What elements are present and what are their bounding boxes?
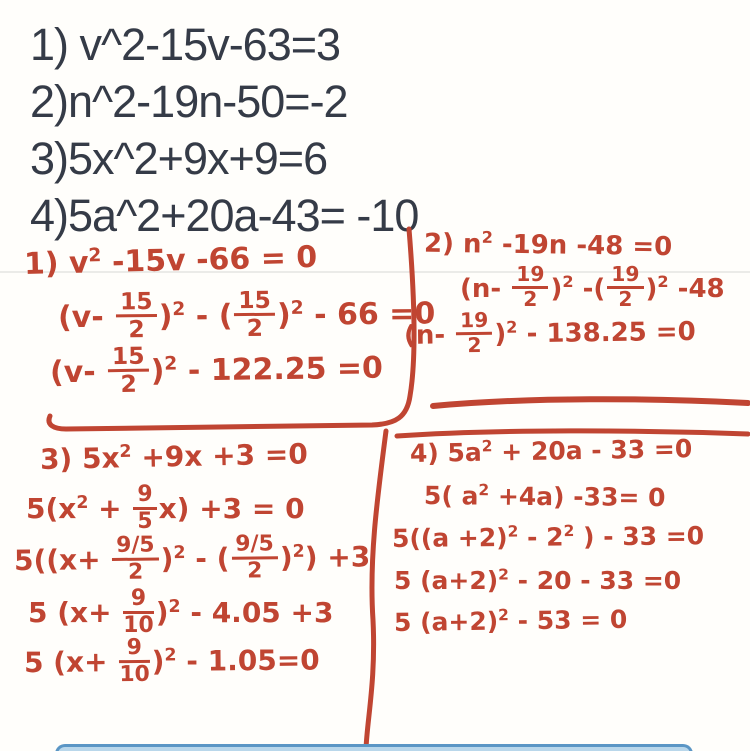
work-problem-2 bbox=[404, 227, 725, 360]
handwritten-line: (n- $\frac{19}{2}$ )$^2$ - 138.25 =0 bbox=[403, 307, 696, 357]
typed-problem-list bbox=[30, 16, 418, 244]
handwritten-line: $5((a +2)^2 - 2^2$ ) - 33 =0 bbox=[391, 520, 705, 553]
handwritten-line: 1) $v^2$ -15v -66 = 0 bbox=[23, 239, 318, 282]
fraction: $\frac{9}{10}$ bbox=[123, 586, 154, 638]
fraction: $\frac{9/5}{2}$ bbox=[112, 534, 159, 585]
fraction: $\frac{19}{2}$ bbox=[607, 264, 643, 311]
handwritten-line: $5(x^2$ + $\frac{9}{5}$ x) +3 = 0 bbox=[26, 482, 305, 534]
work-problem-3 bbox=[13, 437, 371, 690]
handwritten-line: 5 (x+ $\frac{9}{10}$ )$^2$ - 4.05 +3 bbox=[28, 586, 334, 638]
problem-line: 2)n^2-19n-50=-2 bbox=[30, 76, 348, 127]
handwritten-line: (v- $\frac{15}{2}$ )$^2$ - ( $\frac{15}{2}$ )$^2$ - 66 =0 bbox=[57, 285, 436, 344]
fraction: $\frac{9}{5}$ bbox=[133, 483, 156, 533]
handwritten-line: 5 (x+ $\frac{9}{10}$ )$^2$ - 1.05=0 bbox=[23, 635, 320, 688]
work-problem-1 bbox=[18, 239, 436, 401]
handwritten-line: 4) $5a^2 + 20a - 33 =0$ bbox=[409, 434, 693, 468]
work-problem-4 bbox=[391, 434, 705, 649]
problem-line: 3)5x^2+9x+9=6 bbox=[30, 133, 328, 184]
handwritten-line: (n- $\frac{19}{2}$ )$^2$ -( $\frac{19}{2}$ )$^2$ -48 bbox=[460, 262, 725, 312]
fraction: $\frac{15}{2}$ bbox=[116, 288, 157, 342]
bottom-button-partial[interactable] bbox=[55, 744, 693, 751]
fraction: $\frac{19}{2}$ bbox=[456, 310, 493, 357]
handwritten-line: 3) $5x^2 +9x +3 =0$ bbox=[39, 437, 309, 476]
fraction: $\frac{9}{10}$ bbox=[119, 635, 150, 688]
fraction: $\frac{9/5}{2}$ bbox=[231, 532, 278, 583]
handwritten-line: 5( $a^2 +4a$) -33= 0 bbox=[423, 481, 666, 513]
handwritten-line: 5((x+ $\frac{9/5}{2}$ )$^2$ - ( $\frac{9/5}{2}$ )$^2$) +3 bbox=[13, 531, 371, 585]
divider-q2-underline bbox=[433, 399, 748, 406]
problem-line: 1) v^2-15v-63=3 bbox=[30, 19, 341, 70]
fraction: $\frac{15}{2}$ bbox=[108, 344, 149, 398]
handwritten-line: (v- $\frac{15}{2}$ )$^2$ - 122.25 =0 bbox=[49, 341, 384, 399]
problem-line: 4)5a^2+20a-43= -10 bbox=[30, 190, 419, 241]
handwritten-line: 5 $(a+2)^2 - 53 = 0$ bbox=[393, 604, 628, 637]
handwritten-line: 2) $n^2$ -19n -48 =0 bbox=[423, 227, 673, 263]
handwritten-line: 5 $(a+2)^2 - 20 - 33 =0$ bbox=[394, 565, 682, 595]
fraction: $\frac{19}{2}$ bbox=[512, 264, 548, 311]
fraction: $\frac{15}{2}$ bbox=[234, 287, 275, 341]
